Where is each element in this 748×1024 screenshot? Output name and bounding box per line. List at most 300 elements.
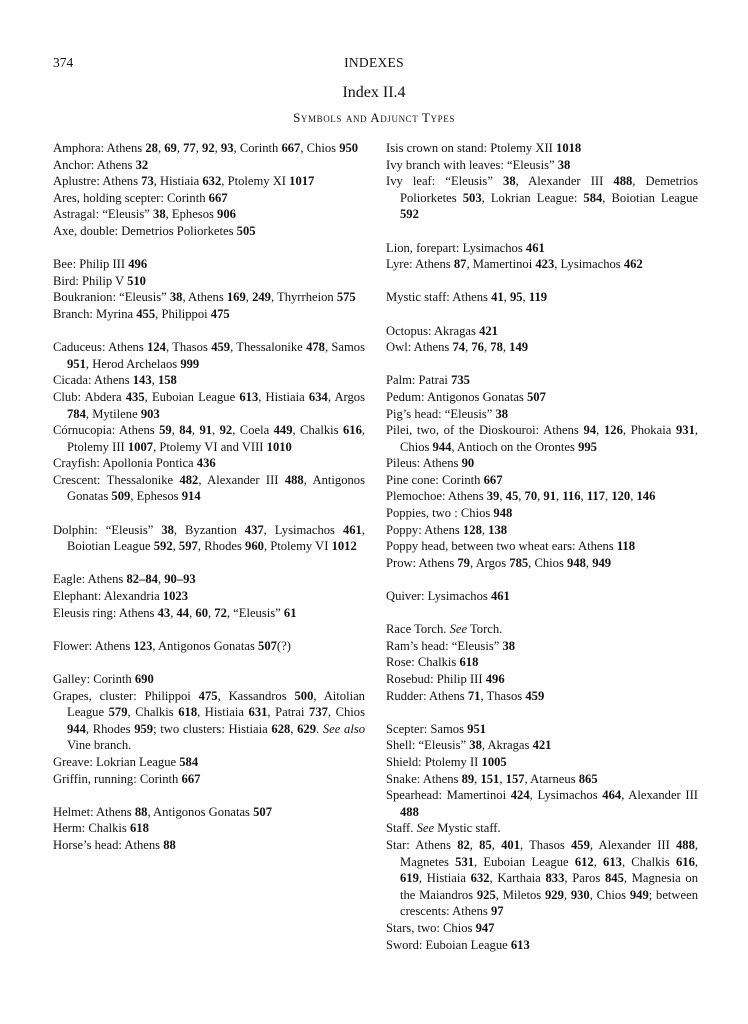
entry-text: , Coela	[232, 423, 274, 438]
catalogue-number: 951	[467, 721, 487, 736]
catalogue-number: 944	[67, 721, 86, 736]
catalogue-number: 584	[179, 754, 199, 769]
catalogue-number: 960	[245, 539, 264, 554]
catalogue-number: 865	[578, 771, 598, 786]
entry-term: Eleusis ring:	[53, 605, 119, 620]
entry-term: Poppies, two :	[386, 506, 461, 521]
catalogue-number: 475	[210, 306, 230, 321]
catalogue-number: 618	[178, 705, 198, 720]
index-letter-group	[386, 323, 698, 356]
catalogue-number: 613	[510, 937, 530, 952]
entry-text: Ptolemy XII	[490, 141, 557, 155]
entry-text: Corinth	[441, 472, 484, 487]
catalogue-number: 667	[208, 190, 228, 205]
catalogue-number: 149	[509, 340, 529, 355]
entry-text: ,	[214, 141, 221, 155]
entry-text: , Boiotian League	[67, 522, 365, 554]
entry-text: ,	[195, 141, 203, 155]
entry-text: , Paros	[564, 871, 605, 886]
catalogue-number: 509	[111, 489, 131, 504]
entry-text: Abdera	[84, 389, 126, 404]
entry-term: Helmet:	[53, 804, 97, 819]
entry-text: , Thasos	[165, 340, 212, 355]
catalogue-number: 612	[574, 854, 594, 869]
entry-text: , Histiaia	[258, 389, 309, 404]
entry-term: Grapes, cluster:	[53, 688, 145, 703]
entry-text: ,	[176, 141, 184, 155]
entry-text: Athens	[578, 539, 617, 554]
catalogue-number: 41	[491, 290, 504, 305]
catalogue-number: 667	[181, 771, 201, 786]
entry-term: Boukranion:	[53, 290, 120, 305]
index-letter-group	[386, 588, 698, 605]
index-entry	[386, 173, 698, 223]
catalogue-number: 929	[544, 887, 564, 902]
entry-text: , Histiaia	[418, 871, 471, 886]
catalogue-number: 94	[583, 423, 597, 438]
entry-text: , Thyrrheion	[270, 290, 337, 305]
catalogue-number: 71	[467, 688, 481, 703]
catalogue-number: 496	[128, 257, 148, 272]
catalogue-number: 914	[181, 489, 201, 504]
entry-text: Vine branch.	[67, 738, 132, 753]
entry-text: Mystic staff.	[434, 821, 501, 836]
index-entry	[386, 721, 698, 738]
entry-text: , Alexander III	[515, 174, 614, 189]
index-entry	[386, 323, 698, 340]
entry-term: Eagle:	[53, 572, 88, 587]
catalogue-number: 737	[309, 705, 328, 720]
entry-text: “Eleusis”	[119, 290, 170, 305]
index-entry	[386, 522, 698, 539]
see-reference: See	[416, 821, 435, 836]
entry-text: ,	[189, 605, 196, 620]
catalogue-number: 93	[220, 141, 234, 155]
catalogue-number: 667	[281, 141, 301, 155]
entry-text: , Mytilene	[85, 406, 141, 421]
index-entry	[386, 654, 698, 671]
catalogue-number: 482	[179, 472, 199, 487]
entry-text: ,	[151, 373, 158, 388]
entry-text: , Chalkis	[127, 705, 179, 720]
catalogue-number: 1010	[266, 439, 292, 454]
entry-text: Corinth	[167, 190, 209, 205]
entry-text: (?)	[276, 638, 291, 653]
entry-text: Philippoi	[144, 688, 199, 703]
entry-text: ,	[172, 539, 179, 554]
entry-text: , Ptolemy III	[67, 423, 366, 454]
entry-text: , Ephesos	[165, 207, 218, 222]
entry-text: ,	[474, 771, 481, 786]
catalogue-number: 90–93	[164, 572, 196, 587]
catalogue-number: 38	[153, 207, 166, 222]
catalogue-number: 78	[490, 340, 503, 355]
catalogue-number: 1023	[162, 589, 189, 604]
catalogue-number: 249	[252, 290, 271, 305]
catalogue-number: 89	[461, 771, 475, 786]
catalogue-number: 948	[567, 555, 586, 570]
index-entry	[386, 920, 698, 937]
index-entry	[386, 688, 698, 705]
entry-text: “Eleusis”	[507, 157, 558, 172]
entry-term: Cicada:	[53, 373, 94, 388]
entry-text: ,	[491, 837, 502, 852]
catalogue-number: 424	[510, 788, 530, 803]
catalogue-number: 478	[306, 340, 325, 355]
index-entry	[386, 787, 698, 820]
index-entry	[53, 289, 365, 306]
entry-text: , Chalkis	[292, 423, 343, 438]
catalogue-number: 88	[163, 837, 176, 852]
catalogue-number: 1007	[127, 439, 154, 454]
index-letter-group	[53, 339, 365, 505]
catalogue-number: 128	[462, 522, 482, 537]
catalogue-number: 632	[202, 174, 222, 189]
index-letter-group	[386, 721, 698, 953]
catalogue-number: 618	[129, 821, 149, 836]
catalogue-number: 944	[432, 439, 452, 454]
catalogue-number: 92	[219, 423, 233, 438]
catalogue-number: 119	[528, 290, 548, 305]
entry-text: , Thasos	[480, 688, 526, 703]
catalogue-number: 461	[525, 240, 545, 255]
entry-text: Athens	[124, 837, 164, 852]
entry-text: , Lysimachos	[263, 522, 343, 537]
entry-text: Athens	[447, 489, 487, 504]
catalogue-number: 117	[586, 489, 606, 504]
entry-text: , Antigonos Gonatas	[67, 472, 365, 504]
entry-text: , Mamertinoi	[466, 257, 536, 272]
index-letter-group	[53, 804, 365, 854]
catalogue-number: 74	[452, 340, 466, 355]
entry-term: Axe, double:	[53, 223, 122, 238]
index-entry	[53, 173, 365, 190]
entry-text: ,	[563, 887, 571, 902]
catalogue-number: 437	[244, 522, 264, 537]
catalogue-number: 158	[157, 373, 177, 388]
catalogue-number: 948	[493, 506, 513, 521]
entry-text: , Histiaia	[197, 705, 249, 720]
catalogue-number: 592	[153, 539, 173, 554]
entry-text: , Miletos	[495, 887, 545, 902]
entry-term: Pileus:	[386, 456, 423, 471]
index-letter-group	[53, 671, 365, 787]
entry-text: Chalkis	[417, 655, 460, 670]
entry-term: Rose:	[386, 655, 418, 670]
entry-term: Sword:	[386, 937, 426, 952]
catalogue-number: 401	[501, 837, 520, 852]
catalogue-number: 116	[562, 489, 581, 504]
index-letter-group	[386, 372, 698, 571]
entry-text: ,	[170, 605, 177, 620]
entry-text: , Chios	[528, 555, 568, 570]
entry-text: Ptolemy II	[424, 754, 482, 769]
index-letter-group	[53, 571, 365, 621]
entry-text: Alexandria	[103, 589, 163, 604]
catalogue-number: 421	[532, 738, 552, 753]
entry-text: Athens	[102, 174, 142, 189]
entry-term: Flower:	[53, 638, 95, 653]
index-entry	[386, 157, 698, 174]
entry-text: , Antigonos Gonatas	[147, 804, 254, 819]
catalogue-number: 959	[134, 721, 154, 736]
catalogue-number: 584	[583, 190, 603, 205]
catalogue-number: 421	[479, 323, 498, 338]
catalogue-number: 38	[503, 174, 516, 189]
index-entry	[386, 937, 698, 954]
entry-text: Athens	[87, 572, 127, 587]
catalogue-number: 435	[125, 389, 145, 404]
index-entry	[386, 737, 698, 754]
entry-text: , Aitolian League	[67, 688, 365, 720]
entry-text: “Eleusis”	[102, 207, 154, 222]
catalogue-number: 38	[169, 290, 183, 305]
entry-text: , Ptolemy VI	[263, 539, 332, 554]
entry-term: Snake:	[386, 771, 423, 786]
catalogue-number: 1017	[289, 174, 315, 189]
entry-text: Antigonos Gonatas	[426, 389, 527, 404]
entry-text: , Euboian League	[144, 389, 240, 404]
entry-text: , Magnesia on the Maiandros	[400, 871, 698, 902]
index-entry	[53, 190, 365, 207]
catalogue-number: 45	[505, 489, 519, 504]
index-entry	[53, 688, 365, 754]
entry-text: ,	[556, 489, 563, 504]
entry-text: , Argos	[469, 555, 510, 570]
index-letter-group	[386, 621, 698, 704]
catalogue-number: 123	[133, 638, 153, 653]
catalogue-number: 575	[336, 290, 356, 305]
index-entry	[386, 240, 698, 257]
catalogue-number: 82–84	[126, 572, 158, 587]
entry-term: Race Torch.	[386, 622, 450, 637]
catalogue-number: 38	[495, 406, 509, 421]
index-entry	[386, 140, 698, 157]
entry-text: ,	[630, 489, 637, 504]
catalogue-number: 436	[196, 456, 216, 471]
entry-text: Demetrios Poliorketes	[121, 223, 237, 238]
catalogue-number: 88	[134, 804, 148, 819]
entry-term: Staff.	[386, 821, 417, 836]
entry-term: Amphora:	[53, 141, 107, 155]
entry-text: ,	[605, 489, 612, 504]
entry-term: Lion, forepart:	[386, 240, 463, 255]
entry-text: ,	[481, 522, 489, 537]
catalogue-number: 43	[157, 605, 171, 620]
catalogue-number: 634	[308, 389, 328, 404]
catalogue-number: 77	[183, 141, 196, 155]
index-letter-group	[386, 140, 698, 223]
entry-text: Lysimachos	[462, 240, 526, 255]
entry-term: Anchor:	[53, 157, 97, 172]
catalogue-number: 488	[613, 174, 633, 189]
entry-text: ,	[499, 771, 506, 786]
entry-text: Mamertinoi	[446, 788, 511, 803]
entry-text: ,	[503, 290, 510, 305]
entry-term: Astragal:	[53, 207, 103, 222]
catalogue-number: 38	[557, 157, 571, 172]
entry-term: Shield:	[386, 754, 425, 769]
catalogue-number: 461	[490, 589, 510, 604]
catalogue-number: 91	[543, 489, 557, 504]
entry-text: Athens	[422, 771, 462, 786]
entry-text: Patrai	[418, 373, 452, 388]
catalogue-number: 39	[486, 489, 500, 504]
entry-text: Athens	[413, 340, 453, 355]
entry-text: ,	[694, 854, 699, 869]
entry-text: , Akragas	[481, 738, 533, 753]
entry-text: Philip V	[82, 273, 128, 288]
catalogue-number: 950	[339, 141, 359, 155]
catalogue-number: 690	[134, 672, 154, 686]
index-entry	[53, 671, 365, 688]
catalogue-number: 44	[176, 605, 190, 620]
index-entry	[386, 372, 698, 389]
entry-term: Club:	[53, 389, 85, 404]
catalogue-number: 613	[603, 854, 622, 869]
catalogue-number: 157	[505, 771, 525, 786]
index-entry	[53, 273, 365, 290]
catalogue-number: 73	[141, 174, 154, 189]
entry-text: , Philippoi	[155, 306, 211, 321]
entry-term: Aplustre:	[53, 174, 103, 189]
entry-text: , Chios	[327, 705, 365, 720]
entry-text: , Patrai	[267, 705, 310, 720]
catalogue-number: 464	[602, 788, 622, 803]
entry-term: Elephant:	[53, 589, 104, 604]
index-letter-group	[53, 256, 365, 322]
entry-text: Chios	[460, 506, 494, 521]
entry-term: Pedum:	[386, 389, 427, 404]
catalogue-number: 95	[509, 290, 523, 305]
catalogue-number: 69	[164, 141, 177, 155]
catalogue-number: 507	[526, 389, 546, 404]
entry-term: Ivy branch with leaves:	[386, 157, 507, 172]
entry-text: Athens	[543, 423, 584, 438]
entry-text: Athens	[424, 522, 463, 537]
entry-term: Palm:	[386, 373, 419, 388]
entry-text: Athens	[106, 141, 146, 155]
index-entry	[53, 588, 365, 605]
index-letter-group	[53, 522, 365, 555]
entry-text: , Rhodes	[85, 721, 135, 736]
entry-term: Mystic staff:	[386, 290, 453, 305]
entry-text: Athens	[119, 423, 160, 438]
catalogue-number: 143	[132, 373, 152, 388]
catalogue-number: 949	[629, 887, 649, 902]
catalogue-number: 126	[603, 423, 623, 438]
index-entry	[386, 754, 698, 771]
entry-text: Thessalonike	[106, 472, 180, 487]
catalogue-number: 82	[457, 837, 470, 852]
catalogue-number: 59	[159, 423, 172, 438]
entry-text: , Demetrios Poliorketes	[400, 174, 698, 205]
index-entry	[53, 422, 365, 455]
entry-text: ,	[469, 837, 480, 852]
entry-text: Athens	[415, 837, 458, 852]
index-entry	[53, 306, 365, 323]
index-entry	[53, 522, 365, 555]
catalogue-number: 124	[147, 340, 166, 355]
entry-text: , Boiotian League	[602, 190, 698, 205]
index-entry	[386, 820, 698, 837]
catalogue-number: 38	[502, 638, 516, 653]
entry-text: ,	[502, 340, 510, 355]
entry-term: Octopus:	[386, 323, 434, 338]
entry-text: , Byzantion	[173, 522, 245, 537]
entry-text: Athens	[418, 555, 458, 570]
see-reference: See	[449, 622, 468, 637]
catalogue-number: 85	[479, 837, 492, 852]
entry-text: Athens	[108, 340, 148, 355]
catalogue-number: 38	[161, 522, 174, 537]
catalogue-number: 931	[675, 423, 695, 438]
entry-term: Rudder:	[386, 688, 430, 703]
catalogue-number: 507	[258, 638, 277, 653]
entry-term: Horse’s head:	[53, 837, 125, 852]
index-entry	[386, 771, 698, 788]
index-entry	[53, 605, 365, 622]
entry-term: Griffin, running:	[53, 771, 140, 786]
catalogue-number: 999	[180, 356, 200, 371]
catalogue-number: 505	[236, 223, 256, 238]
entry-text: ,	[522, 290, 529, 305]
index-entry	[386, 289, 698, 306]
catalogue-number: 459	[211, 340, 231, 355]
entry-text: Athens	[429, 688, 468, 703]
catalogue-number: 138	[488, 522, 508, 537]
catalogue-number: 38	[469, 738, 482, 753]
entry-term: Crescent:	[53, 472, 107, 487]
catalogue-number: 531	[455, 854, 475, 869]
catalogue-number: 632	[470, 871, 490, 886]
catalogue-number: 949	[592, 555, 612, 570]
entry-text: , Chios	[300, 141, 340, 155]
index-entry	[53, 771, 365, 788]
catalogue-number: 28	[145, 141, 158, 155]
entry-text: Athens	[118, 605, 158, 620]
index-entry	[386, 505, 698, 522]
entry-text: , Corinth	[233, 141, 282, 155]
index-letter-group	[53, 140, 365, 240]
entry-text: , Karthaia	[489, 871, 546, 886]
catalogue-number: 91	[199, 423, 213, 438]
entry-text: , Euboian League	[474, 854, 575, 869]
entry-text: Athens	[415, 257, 454, 272]
entry-text: Philip III	[436, 672, 486, 686]
index-entry	[53, 455, 365, 472]
index-entry	[386, 406, 698, 423]
entry-text: , Alexander III	[589, 837, 676, 852]
catalogue-number: 146	[636, 489, 656, 504]
entry-term: Pilei, two, of the Dioskouroi:	[386, 423, 544, 438]
index-entry	[386, 538, 698, 555]
index-entry	[386, 671, 698, 688]
index-letter-group	[53, 638, 365, 655]
entry-term: Herm:	[53, 821, 89, 836]
index-entry	[53, 638, 365, 655]
entry-text: , Antigonos Gonatas	[152, 638, 259, 653]
catalogue-number: 597	[178, 539, 198, 554]
entry-term: Star:	[386, 837, 416, 852]
entry-text: Corinth	[139, 771, 182, 786]
entry-text: , Alexander III	[198, 472, 285, 487]
entry-term: Scepter:	[386, 721, 431, 736]
entry-text: Athens	[422, 456, 462, 471]
entry-text: , Thasos	[519, 837, 571, 852]
entry-text: , Athens	[182, 290, 227, 305]
entry-text: Athens	[94, 638, 134, 653]
